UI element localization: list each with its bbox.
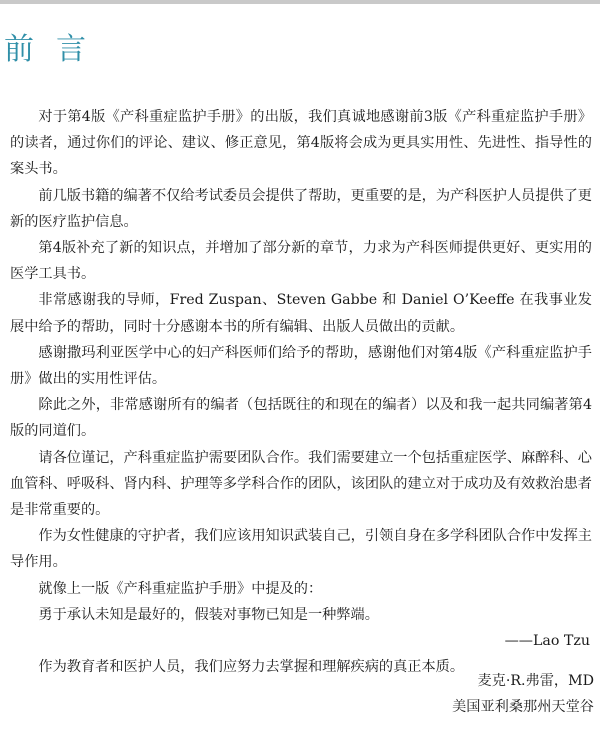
signature-name: 麦克·R.弗雷，MD — [477, 673, 594, 689]
paragraph-8: 作为女性健康的守护者，我们应该用知识武装自己，引领自身在多学科团队合作中发挥主导作用。 — [10, 528, 592, 571]
paragraph-6: 除此之外，非常感谢所有的编者（包括既往的和现在的编者）以及和我一起共同编著第4版的同道们。 — [10, 397, 592, 440]
paragraph-9: 就像上一版《产科重症监护手册》中提及的： — [38, 580, 323, 597]
page-title: 前言 — [4, 32, 108, 67]
quote-author: ——Lao Tzu — [504, 633, 590, 650]
paragraph-5: 感谢撒玛利亚医学中心的妇产科医师们给予的帮助，感谢他们对第4版《产科重症监护手册》做出的实用性评估。 — [10, 344, 592, 388]
quote-text: 勇于承认未知是最好的，假装对事物已知是一种弊端。 — [38, 606, 379, 623]
paragraph-4: 非常感谢我的导师，Fred Zuspan、Steven Gabbe 和 Daniel O’Keeffe 在我事业发展中给予的帮助，同时十分感谢本书的所有编辑、出版人员做出的贡献。 — [10, 292, 592, 335]
closing-paragraph: 作为教育者和医护人员，我们应努力去掌握和理解疾病的真正本质。 — [38, 659, 465, 676]
paragraph-3: 第4版补充了新的知识点，并增加了部分新的章节，力求为产科医师提供更好、更实用的医学工具书。 — [10, 240, 592, 283]
paragraph-1: 对于第4版《产科重症监护手册》的出版，我们真诚地感谢前3版《产科重症监护手册》的读者，通过你们的评论、建议、修正意见，第4版将会成为更具实用性、先进性、指导性的案头书。 — [10, 109, 592, 178]
paragraph-7: 请各位谨记，产科重症监护需要团队合作。我们需要建立一个包括重症医学、麻醉科、心血管科、呼吸科、肾内科、护理等多学科合作的团队，该团队的建立对于成功及有效救治患者是非常重要的。 — [10, 449, 592, 519]
top-divider — [0, 0, 600, 4]
preface-body — [10, 104, 592, 680]
signature-place: 美国亚利桑那州天堂谷 — [452, 699, 594, 715]
paragraph-2: 前几版书籍的编著不仅给考试委员会提供了帮助，更重要的是，为产科医护人员提供了更新的医疗监护信息。 — [10, 187, 592, 230]
